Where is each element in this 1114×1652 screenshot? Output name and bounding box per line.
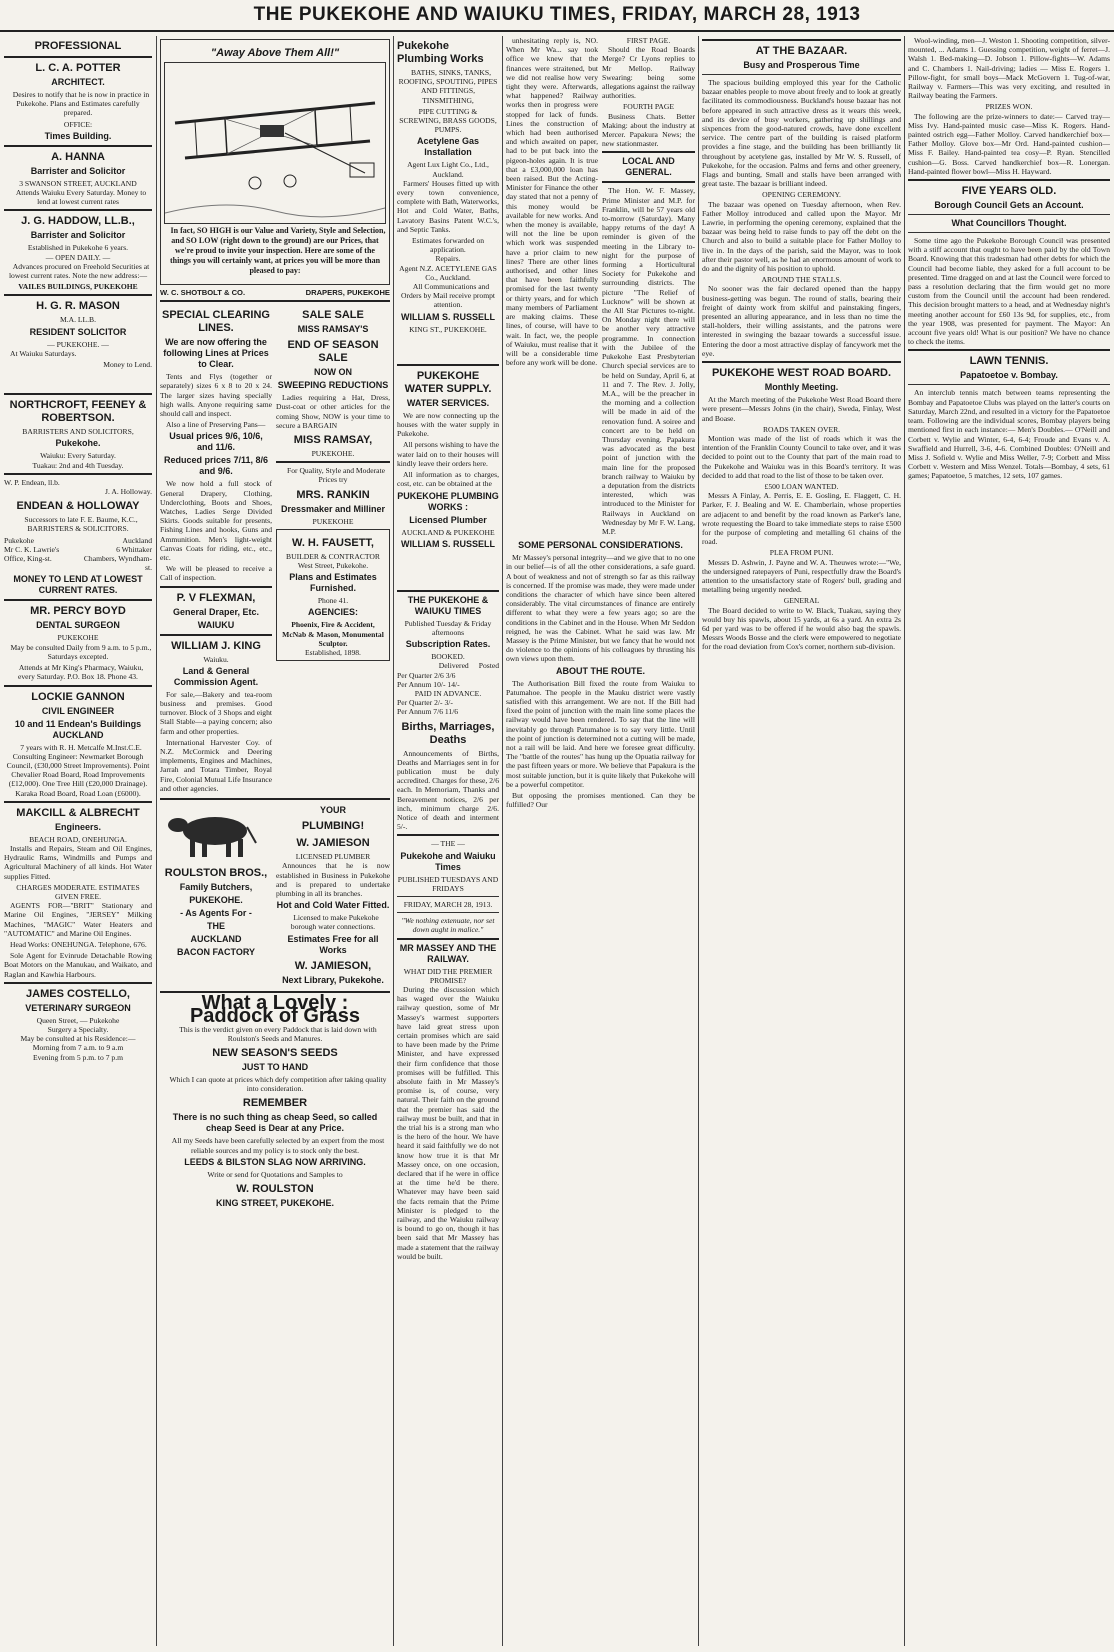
biplane-icon [165, 63, 385, 221]
water-place: AUCKLAND & PUKEKOHE [401, 527, 495, 537]
water-info: All information as to charges, cost, etc. can be obtained at the [397, 470, 499, 489]
plumbing-sig: WILLIAM S. RUSSELL [401, 311, 495, 322]
massey-body: During the discussion which has waged over the Waiuku railway question, some of Mr Massey's warmest supporters have laid great stress upon certain promises which are said to have been made by the Prime Minister, and have expressed their firm confidence that those promises will be fulfilled. This absolute faith in Mr Massey's promise is, of course, very natural. Their faith on the ground that the premier has said the railway must be built, and that in the trial his is a strong man who is the hero of the hour. We have heard it said faithfully we do not know how true it is that Mr Massey once, on one occasion, declared that if he were in office at the time he'd be there. Whatever may have been said the facts remain that the Prime Minister is pledged to the railway, and the Waiuku railway is bound to go on, though it has been said that Mr Massey has made a statement that the railway would be built. [397, 984, 499, 1261]
plumbing-all: All Communications and Orders by Mail receive prompt attention. [400, 282, 496, 310]
hanna-body: Attends Waiuku Every Saturday. Money to lend at lowest current rates [15, 188, 147, 207]
route-body: The Authorisation Bill fixed the route from Waiuku to Patumahoe. The people in the Mauku district were vastly satisfied with this arrangement. We are not. If the Bill had fixed the point of junction with the main line some places the railway would have been rendered. To say that the line will inevitably go through Patumahoe is to say very little. Until the point of junction is determined not a cutting will be made, not a rail will be laid. And here we foresee great difficulty. The "battle of the routes" has hung up the Opuatia railway for the past fifteen years or more. We believe that Papakura is the most suitable junction, but it is quite likely that Pukekohe will be a powerful competitor. [506, 678, 695, 789]
king-name: WILLIAM J. KING [171, 639, 261, 652]
roulston-place: PUKEKOHE. [189, 895, 243, 906]
jamieson-lic: LICENSED PLUMBER [295, 852, 371, 862]
gannon-body: 7 years with R. H. Metcalfe M.Inst.C.E. Consulting Engineer: Newmarket Borough Council, (£30,000 Street Improvements). Point Chevalier Road Board, Road Improvements (£12,000). One Tree Hill (£20,000 Drainage). Karaka Road Board, Road Loan (£6000). [6, 742, 150, 798]
water-services: WATER SERVICES. [406, 397, 490, 408]
fourth-page-heading: FOURTH PAGE [623, 102, 674, 112]
plumbing-est: Estimates forwarded on application. [411, 236, 485, 255]
gannon-title: CIVIL ENGINEER [41, 705, 115, 716]
king-title: Land & General Commission Agent. [173, 665, 259, 687]
times-pub: Published Tuesday & Friday afternoons [404, 618, 492, 637]
column-news-1 [506, 36, 695, 1646]
sale-miss: MISS RAMSAY'S [297, 324, 369, 335]
loan-heading: £500 LOAN WANTED. [764, 481, 839, 491]
potter-addr: Times Building. [44, 130, 112, 141]
sale-place: PUKEKOHE. [311, 449, 355, 459]
westroad-sub: Monthly Meeting. [764, 382, 839, 393]
shotbolt-drapers: DRAPERS, PUKEKOHE [305, 288, 390, 297]
endean-p1: W. P. Endean, ll.b. [4, 477, 60, 487]
king-body: For sale,—Bakery and tea-room business and premises. Good turnover. Block of 3 Shops and eight Stall Stable—a paying concern; also farm and other properties. [160, 689, 272, 736]
gannon-name: LOCKIE GANNON [31, 690, 125, 703]
banner-motto: "We nothing extenuate, nor set down aught in malice." [401, 916, 495, 935]
costello-hours1: Morning from 7 a.m. to 9 a.m [32, 1043, 124, 1053]
jamieson-hot: Hot and Cold Water Fitted. [276, 900, 390, 911]
lovely-remember: REMEMBER [242, 1097, 308, 1110]
rankin-top: For Quality, Style and Moderate Prices try [287, 466, 385, 485]
rankin-name: MRS. RANKIN [296, 488, 370, 501]
fausett-name: W. H. FAUSETT, [292, 536, 374, 549]
times-r4: Per Annum 7/6 11/6 [397, 707, 459, 717]
times-booked: BOOKED. [431, 652, 465, 662]
hanna-title: Barrister and Solicitor [30, 165, 126, 176]
haddow-addr: VAILES BUILDINGS, PUKEKOHE [18, 282, 138, 292]
roads-body: Montion was made of the list of roads which it was the intention of the Franklin County Council to take over, and it was decided to point out to the County that part of the main road to the Pukekohe and Waiuku was in this Board's territory. It was decided to add that road to the list of those to be taken over. [702, 433, 901, 480]
rankin-place: PUKEKOHE [312, 516, 354, 526]
puni-body: Messrs D. Ashwin, J. Payne and W. A. Theuwes wrote:—"We, the undersigned ratepayers of Puni, respectfully draw the Board's attention to the unsatisfactory state of Rogers' bull, grading and metalling being urgently needed. [702, 557, 901, 595]
endean-body: Successors to late F. E. Baume, K.C., BARRISTERS & SOLICITORS. [24, 515, 138, 534]
bazaar-heading: AT THE BAZAAR. [755, 45, 848, 57]
makcill-charges: CHARGES MODERATE. ESTIMATES GIVEN FREE. [16, 882, 140, 901]
special-stock: We now hold a full stock of General Drapery, Clothing, Underclothing, Boots and Shoes, Watches, Ladies Serge Divided Skirts. Goods suitable for presents, Fishing Lines and hooks, Guns and Ammunition. Men's light-weight Canvas Coats for riding, etc., etc., etc. [160, 479, 272, 563]
king-place: Waiuku. [203, 654, 229, 664]
fausett-phone: Phone 41. [317, 596, 349, 606]
times-paid: PAID IN ADVANCE. [414, 688, 482, 698]
potter-office: OFFICE: [63, 119, 93, 129]
jamieson-est: Estimates Free for all Works [287, 933, 379, 955]
times-r1: Per Quarter 2/6 3/6 [397, 670, 456, 680]
section-heading: PROFESSIONAL [34, 40, 122, 52]
column-news-3 [908, 36, 1110, 1646]
lovely-all: All my Seeds have been carefully selected by an expert from the most reliable sources and my policy is to stock only the best. [171, 1136, 385, 1155]
column-rule [904, 36, 905, 1646]
northcroft-body1: Waiuku: Every Saturday. [40, 451, 116, 461]
column-rule [698, 36, 699, 1646]
prizes-heading: PRIZES WON. [985, 102, 1033, 112]
sale-end: END OF SEASON SALE [287, 339, 379, 365]
fausett-plans: Plans and Estimates Furnished. [289, 572, 377, 594]
sale-sweep: SWEEPING REDUCTIONS [277, 380, 389, 391]
westroad-body: At the March meeting of the Pukekohe West Road Board there were present—Messrs Johns (in the chair), Sweda, Finlay, West and Boase. [702, 395, 901, 423]
sale-now: NOW ON [314, 367, 352, 378]
plumbing-farmers: Farmers' Houses fitted up with every town convenience, complete with Bath, Waterworks, Hot and Cold Water, Baths, Lavatory Basins Patent W.C.'s, and Septic Tanks. [397, 178, 499, 234]
banner-the: — THE — [431, 839, 465, 849]
haddow-name: J. G. HADDOW, LL.B., [21, 215, 135, 228]
makcill-title: Engineers. [54, 821, 101, 832]
water-all: All persons wishing to have the water laid on to their houses will kindly leave their orders here. [397, 440, 499, 468]
northcroft-name: NORTHCROFT, FEENEY & ROBERTSON. [9, 399, 147, 425]
haddow-open: — OPEN DAILY. — [45, 252, 111, 262]
water-title: PUKEKOHE WATER SUPPLY. [404, 369, 492, 395]
letters-body: unhesitating reply is, NO. When Mr Wa... say took office we knew that the finances were straitened, but we did not realise how very tight they were. Afterwards, what happened? Railway works then in progress were stopped for lack of funds. Lines the construction of which had been authorised and which awaited on paper, had to be put back into the pigeon-holes again. It is true that a £3,000,000 loan has been raised. But the Acting-Minister for Finance the other day stated that not a penny of this money would be available for new works. And when the money is available, will not the line be upon which work was suspended have a prior claim to new lines? There are other lines authorised, and other lines that have been faithfully promised for the last twenty or thirty years, and for which many members of Parliament are making claims. These lines, of course, will have to wait. In fact, we, the people of Waiuku, must realise that it will be a considerable time before any work will be done. [506, 36, 598, 368]
makcill-body: Installs and Repairs, Steam and Oil Engines, Hydraulic Rams, Windmills and Pumps and Agricultural Machinery of all kinds. Hot Water supplies Fitted. [4, 843, 152, 881]
costello-name: JAMES COSTELLO, [26, 987, 130, 1000]
roulston-title: Family Butchers, [179, 882, 253, 893]
column-rule [156, 36, 157, 1646]
column-rule [393, 36, 394, 1646]
water-works: PUKEKOHE PLUMBING WORKS : [397, 490, 499, 512]
times-body: Announcements of Births, Deaths and Marriages sent in for publication must be duly accredited. Charges for these, 2/6 each. In Memoriam, Thanks and Bereavement notices, 2/6 per inch, minimum charge 2/6. Notice of death and interment 5/-. [397, 748, 499, 832]
banner-pub: PUBLISHED TUESDAYS AND FRIDAYS [397, 874, 499, 893]
fausett-est: Established, 1898. [305, 648, 361, 658]
local-heading: LOCAL AND GENERAL. [622, 156, 675, 178]
opening-heading: OPENING CEREMONY. [762, 190, 841, 200]
plumbing-pipe: PIPE CUTTING & SCREWING, BRASS GOODS, PUMPS. [399, 106, 497, 135]
rankin-title: Dressmaker and Milliner [280, 503, 386, 514]
end-body: But opposing the promises mentioned. Can they be fulfilled? Our [506, 791, 695, 810]
first-page-body: Should the Road Boards Merge? Cr Lyons replies to Mr Mellop. Railway Swearing: being some allegations against the railway authorities. [602, 45, 695, 101]
makcill-sole: Sole Agent for Evinrude Detachable Rowing Boat Motors on the Manukau, and Waikato, and Raglan and Kawhia Harbours. [4, 951, 152, 979]
endean-pl: Pukekohe [4, 535, 34, 545]
whatcouncillors: What Councillors Thought. [951, 218, 1067, 229]
endean-p2: J. A. Holloway. [105, 487, 152, 497]
costello-body2: May be consulted at his Residence:— [20, 1034, 136, 1044]
lovely-which: Which I can quote at prices which defy competition after taking quality into consideration. [169, 1074, 387, 1094]
northcroft-place: Pukekohe. [55, 438, 101, 449]
fourth-page-body: Business Chats. Better Making: about the industry at Mercer. Papakura News; the new stationmaster. [602, 111, 695, 149]
haddow-body: Advances procured on Freehold Securities at lowest current rates. Note the new address:— [8, 261, 150, 281]
stalls-body: No sooner was the fair declared opened than the happy business-getting was begun. The round of stalls, bearing their freight of dainty work from skilful and painstaking fingers, presented an alluring appearance, and in less than no time the stall-holders, their willing assistants, and the patrons were interested in swinging the bazaar towards a successful issue. Entering the door a most attractive display of fancywork met the eye. [702, 284, 901, 358]
special-pans: Also a line of Preserving Pans— [166, 420, 266, 430]
roulston-agents: - As Agents For - [180, 908, 252, 919]
haddow-est: Established in Pukekohe 6 years. [27, 243, 129, 253]
jamieson-next: Next Library, Pukekohe. [282, 974, 384, 985]
boyd-body2: Attends at Mr King's Pharmacy, Waiuku, every Saturday. P.O. Box 18. Phone 43. [18, 663, 144, 682]
endean-ar: 6 Whittaker Chambers, Wyndham-st. [83, 544, 152, 573]
costello-body: Surgery a Specialty. [47, 1024, 109, 1034]
general-heading: GENERAL [783, 596, 820, 606]
puni-heading: PLEA FROM PUNI. [769, 548, 834, 558]
plumbing-agent2: Agent N.Z. ACETYLENE GAS Co., Auckland. [399, 263, 497, 282]
flexman-place: WAIUKU [197, 619, 235, 630]
times-births: Births, Marriages, Deaths [401, 720, 495, 746]
biplane-illustration [164, 62, 386, 224]
mason-name: H. G. R. MASON [36, 300, 120, 313]
plumbing-agent: Agent Lux Light Co., Ltd., Auckland. [407, 160, 489, 179]
lovely-body: This is the verdict given on every Paddock that is laid down with Roulston's Seeds and Manures. [179, 1024, 377, 1043]
king-body2: International Harvester Coy. of N.Z. McCormick and Deering implements, Engines and Machines, Jarrah and Totara Timber, Royal Fire, Colonial Mutual Life Insurance and other agencies. [160, 737, 272, 793]
column-ads [160, 36, 390, 1646]
potter-body: Desires to notify that he is now in practice in Pukekohe. Plans and Estimates carefully prepared. [12, 90, 150, 118]
personal-body: Mr Massey's personal integrity—and we give that to no one in our belief—is of all the other considerations, a safe guard. A bout of weakness and not of strength so far as this railway is concerned. If the promise was made, they were made under conditions the character of which have since been altered considerably. The vital circumstances of finance are entirely different to what they were a few years ago; so are the conditions in the Cabinet and in the House. When Mr Seddon reigned, he was the Cabinet. What he said was law. Mr Massey is the Prime Minister, but we fancy that he would not do violence to the opinions of his colleagues by thrusting his own views upon them. [506, 553, 695, 664]
jamieson-licensed: Licensed to make Pukekohe borough water connections. [290, 913, 379, 932]
column-news-2 [702, 36, 901, 1646]
endean-name: ENDEAN & HOLLOWAY [16, 500, 140, 513]
endean-pr: Auckland [122, 535, 152, 545]
fausett-l1: West Street, Pukekohe. [297, 561, 369, 571]
sale-sig: MISS RAMSAY, [293, 434, 373, 447]
personal-heading: SOME PERSONAL CONSIDERATIONS. [518, 540, 683, 551]
mason-place: — PUKEKOHE. — [47, 339, 109, 349]
potter-name: L. C. A. POTTER [35, 62, 121, 74]
water-body: We are now connecting up the houses with the water supply in Pukekohe. [397, 410, 499, 439]
times-r3: Per Quarter 2/- 3/- [397, 698, 453, 708]
tennis-sub: Papatoetoe v. Bombay. [960, 370, 1058, 381]
shotbolt-sig-row [160, 288, 390, 297]
boyd-title: DENTAL SURGEON [36, 620, 120, 631]
boyd-body: May be consulted Daily from 9 a.m. to 5 p.m., Saturdays excepted. [10, 642, 152, 661]
opening-body: The bazaar was opened on Tuesday afternoon, when Rev. Father Molloy introduced and called upon the Mayor. Mr Lawrie, in performing the opening ceremony, explained that the bazaar was being held to raise funds to pay off the debt on the Church and also to build a suitable place for Father Molloy to live in. In the days of the parish, said the Mayor, was to look after their pastor well, as he had an enormous amount of work to do and the dignity of his position to uphold. [702, 199, 901, 274]
tennis-body: An interclub tennis match between teams representing the Bombay and Papatoetoe Clubs was played on the latter's courts on Saturday, March 22nd, and resulted in a victory for the Papatoetoe team. Following are the individual scores, Bombay players being mentioned first in each instance:— Men's Doubles.— O'Neill and Corbett v. Wylie and Winter, 6-4, 6-4; Froude and Evans v. A. Swaffield and Hurrell, 3-6, 4-6. Combined Doubles: O'Neill and Miss J. Sofield v. Wylie and Miss Weller, 7-9; Corbett and Miss Corbett v. Western and Miss Wenzel. Totals—Bombay, 4 sets, 61 games; Papatoetoe, 5 matches, 12 sets, 107 games. [908, 388, 1110, 481]
massey-sub: WHAT DID THE PREMIER PROMISE? [403, 966, 493, 985]
lovely-sig: W. ROULSTON [236, 1182, 314, 1195]
banner-date: FRIDAY, MARCH 28, 1913. [403, 899, 493, 909]
sale-title: SALE SALE [302, 309, 364, 322]
cow-icon [160, 803, 270, 863]
column-professional [4, 36, 152, 1646]
column-plumbing [397, 36, 499, 1646]
shotbolt-name: W. C. SHOTBOLT & CO. [160, 288, 246, 297]
mason-deg: M.A. LL.B. [59, 315, 97, 325]
fiveyears-sub: Borough Council Gets an Account. [934, 200, 1084, 211]
plumbing-repairs: Repairs. [435, 254, 461, 264]
plumbing-body: BATHS, SINKS, TANKS, ROOFING, SPOUTING, PIPES AND FITTINGS, TINSMITHING, [398, 68, 498, 105]
bazaar-sub: Busy and Prosperous Time [743, 60, 860, 70]
westroad-heading: PUKEKOHE WEST ROAD BOARD. [711, 367, 892, 380]
special-title: SPECIAL CLEARING LINES. [162, 309, 270, 335]
special-reduced: Reduced prices 7/11, 8/6 and 9/6. [163, 455, 269, 477]
fiveyears-heading: FIVE YEARS OLD. [961, 185, 1057, 198]
tennis-heading: LAWN TENNIS. [969, 355, 1049, 368]
roulston-bacon: BACON FACTORY [176, 947, 255, 958]
special-body: We are now offering the following Lines at Prices to Clear. [163, 337, 269, 370]
fausett-title: BUILDER & CONTRACTOR [286, 551, 380, 561]
plumbing-acetylene: Acetylene Gas Installation [416, 136, 480, 158]
water-lic: Licensed Plumber [409, 514, 487, 525]
boyd-name: MR. PERCY BOYD [30, 605, 126, 618]
northcroft-body2: Tuakau: 2nd and 4th Tuesday. [32, 460, 124, 470]
first-page-heading: FIRST PAGE. [626, 36, 671, 45]
fiveyears-body: Some time ago the Pukekohe Borough Council was presented with a stiff account that ought to have been paid by the old Town Board. Knowing that this tradesman had other debts for which the Council had become liable, they asked for a full account to be presented. Time dragged on and at last the Council were forced to pass a resolution declaring that the firm would get no more custom from the Council until the account had been rendered. This decision brought matters to a head, and at Wednesday night's meeting another account for £60 13s 9d, for supplies, etc., from the year 1908, was presented for payment. The Mayor: An account five years old! What is our position? We have no chance to check the items. [908, 236, 1110, 347]
lovely-new: NEW SEASON'S SEEDS [212, 1046, 338, 1059]
special-supply: We will be pleased to receive a Call of inspection. [160, 564, 272, 583]
times-h2: Posted [478, 661, 499, 671]
roulston-name: ROULSTON BROS., [164, 867, 268, 880]
boyd-place: PUKEKOHE [57, 633, 99, 643]
column-rule [502, 36, 503, 1646]
loan-body: Messrs A Finlay, A. Perris, E. E. Gosling, E. Flaggett, C. H. Parker, F. J. Bealing and W. E. Chamberlain, whose properties are adjacent to and benefit by the road known as Parker's lane, wrote requesting the Board to take immediate steps to raise £500 for the purpose of completing and metalling 61 chains of the road. [702, 491, 901, 547]
stalls-heading: AROUND THE STALLS. [761, 275, 842, 285]
shotbolt-slogan: "Away Above Them All!" [210, 47, 340, 59]
massey-title: MR MASSEY AND THE RAILWAY. [399, 942, 497, 964]
banner-name: Pukekohe and Waiuku Times [400, 850, 496, 872]
jamieson-plumbing: PLUMBING! [301, 820, 365, 833]
fausett-ag: Phoenix, Fire & Accident, McNab & Mason, Monumental Sculptor. [282, 620, 384, 648]
mason-money: Money to Lend. [103, 360, 152, 370]
masthead: THE PUKEKOHE AND WAIUKU TIMES, FRIDAY, MARCH 28, 1913 [0, 4, 1114, 32]
lovely-write: Write or send for Quotations and Samples to [207, 1169, 343, 1179]
makcill-addr: BEACH ROAD, ONEHUNGA. [29, 834, 127, 844]
prizes-top: Wool-winding, men—J. Weston 1. Shooting competition, silver-mounted, ... Adams 1. Guessing competition, weight of ferret—J. Walsh 1. Bed-making—D. Jobson 1. Pillow-fights—W. Adams and C. Chambers 1. Nail-driving; ladies — Miss E. Rogers 1. Pillow-fight, for small boys—Mack McGovern 1. Tug-of-war, Railway v. Farmers—This was very exciting, and resulted in Railway beating the Farmers. [908, 36, 1110, 101]
flexman-name: P. V FLEXMAN, [176, 591, 256, 604]
jamieson-sig: W. JAMIESON, [294, 959, 372, 972]
special-tents: Tents and Flys (together or separately) sizes 6 x 8 to 20 x 24. The larger sizes having specially high walls. Anyone requiring same should call and inspect. [160, 372, 272, 419]
jamieson-name: W. JAMIESON [296, 837, 370, 850]
flexman-title: General Draper, Etc. [172, 606, 260, 617]
local-body: The Hon. W. F. Massey, Prime Minister and M.P. for Franklin, will be 57 years old to-morrow (Saturday). Many happy returns of the day! A reminder is given of the meeting in the Library to-night for the purpose of forming a Horticultural Society for Pukekohe and surrounding districts. The picture "The Relief of Lucknow" will be shown at the All Star Pictures to-night. On Monday night there will be another very attractive programme. In connection with the Jubilee of the Pukekohe East Presbyterian Church special services are to be held on Sunday, April 6, at 11 and 7. The Rev. J. Jolly, M.A., will be the preacher in the morning and a collection will be made in aid of the renovation fund. A soiree and concert are to be held on Thursday evening. Papakura was advocated as the best point of junction with the main line for the proposed branch railway to Waiuku by a deputation from the districts interested, which was introduced to the Minister for Railways in Auckland on Wednesday by Mr F. W. Lang, M.P. [602, 186, 695, 536]
hanna-addr: 3 SWANSON STREET, AUCKLAND [19, 178, 137, 188]
haddow-title: Barrister and Solicitor [30, 230, 126, 241]
jamieson-your: YOUR [319, 805, 346, 816]
shotbolt-text: In fact, SO HIGH is our Value and Variety, Style and Selection, and SO LOW (right down to the ground) are our Prices, that we're proud to invite your inspection. Here are some of the things you will certainly want, at prices you will be more than pleased to pay: [169, 226, 386, 275]
plumbing-addr: KING ST., PUKEKOHE. [409, 324, 487, 334]
endean-al: Mr C. K. Lawrie's Office, King-st. [4, 544, 60, 564]
special-usual: Usual prices 9/6, 10/6, and 11/6. [169, 431, 263, 453]
shotbolt-ad [160, 39, 390, 285]
roulston-the: THE [207, 921, 225, 932]
sale-body: Ladies requiring a Hat, Dress, Dust-coat or other articles for the coming Show, NOW is your time to secure a BARGAIN [276, 393, 390, 430]
mason-title: RESIDENT SOLICITOR [29, 326, 127, 337]
roulston-auckland: AUCKLAND [190, 934, 242, 945]
water-sig: WILLIAM S. RUSSELL [401, 538, 495, 549]
times-title: THE PUKEKOHE & WAIUKU TIMES [407, 594, 489, 616]
general-body: The Board decided to write to W. Black, Tuakau, saying they would buy his spawls, about 15 yards, at 6s a yard. An extra 2s 6d per yard was to be offered if he would also bag the spawls. Messrs Woods Bosse and the clerk were empowered to negotiate for the road deviation from Cox's corner, northern sub-division. [702, 605, 901, 652]
jamieson-body: Announces that he is now established in Business in Pukekohe and is prepared to undertake plumbing in all its branches. [276, 861, 390, 898]
northcroft-title: BARRISTERS AND SOLICITORS, [22, 427, 134, 437]
costello-hours2: Evening from 5 p.m. to 7 p.m [32, 1052, 124, 1062]
mason-body: At Waiuku Saturdays. [10, 348, 77, 358]
lovely-addr: KING STREET, PUKEKOHE. [215, 1197, 334, 1208]
fausett-agencies: AGENCIES: [307, 607, 358, 618]
lovely-title: What a Lovely : Paddock of Grass [189, 991, 361, 1027]
plumbing-title: Pukekohe Plumbing Works [397, 40, 484, 65]
makcill-name: MAKCILL & ALBRECHT [16, 806, 140, 819]
costello-title: VETERINARY SURGEON [25, 1002, 131, 1013]
times-h1: Delivered [438, 661, 469, 671]
gannon-addr: 10 and 11 Endean's Buildings AUCKLAND [14, 718, 142, 740]
lovely-there: There is no such thing as cheap Seed, so called cheap Seed is Dear at any Price. [172, 1112, 378, 1134]
costello-addr: Queen Street, — Pukekohe [36, 1015, 120, 1025]
route-heading: ABOUT THE ROUTE. [556, 665, 645, 676]
hanna-name: A. HANNA [51, 150, 105, 163]
lovely-leeds: LEEDS & BILSTON SLAG NOW ARRIVING. [184, 1156, 366, 1167]
times-r2: Per Annum 10/- 14/- [397, 679, 460, 689]
prizes-body: The following are the prize-winners to date:— Carved tray—Miss Ivy. Hand-painted music case—Miss K. Rogers. Hand-painted ostrich egg—Father Molloy. Carved handkerchief box—Father Molloy. Glove box—Mr Ord. Hand-painted cushion—Miss F. Bailey. Hand-painted tea cosy—P. Ryan. Stencilled cushion—G. Boss. Carved handkerchief box—R. Lonergan. Hand-painted flower bowl—Miss H. Hayward. [908, 111, 1110, 176]
makcill-agents: AGENTS FOR—"BRIT" Stationary and Marine Oil Engines, "JERSEY" Milking Machines, "MAGIC" Water Heaters and "AUTOMATIC" and Marine Oil Engines. [4, 901, 152, 938]
potter-title: ARCHITECT. [51, 77, 105, 87]
times-sub: Subscription Rates. [405, 639, 491, 650]
endean-money: MONEY TO LEND AT LOWEST CURRENT RATES. [13, 574, 143, 596]
bazaar-body: The spacious building employed this year for the Catholic bazaar enables people to move about freely and to look at greatly facilitated its commodiousness. Buckland's house bazaar has not before appeared in such attractive dress as it wears this week, and its device of busy workers, gathering up shillings and sixpences from the good-natured crowds, have done excellent service. The centre part of the building is raised platform provides a fine stage, and the building has been brilliantly lit throughout by acetylene gas, installed by Mr W. S. Russell, of Pukekohe, for the occasion. Palms and ferns and other greenery, Flags and bunting, Small and stalls have been arranged with great taste. The bazaar is brilliant indeed. [702, 78, 901, 189]
cow-illustration [160, 803, 272, 863]
lovely-just: JUST TO HAND [241, 1061, 309, 1072]
makcill-works: Head Works: ONEHUNGA. Telephone, 676. [10, 939, 147, 949]
roads-heading: ROADS TAKEN OVER. [762, 424, 841, 434]
